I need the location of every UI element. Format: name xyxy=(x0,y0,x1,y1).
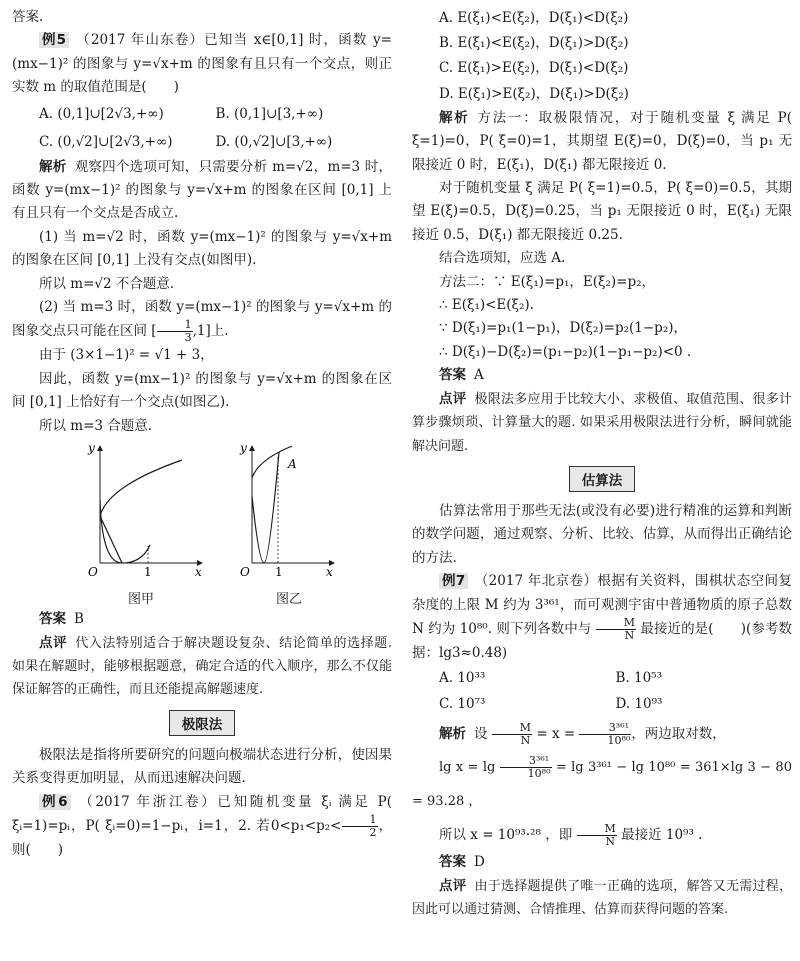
fraction-m-over-n xyxy=(577,823,617,848)
answer-line xyxy=(412,364,792,387)
solution-label: 解析 xyxy=(39,158,67,175)
option-d: D. (0,√2]∪[3,+∞) xyxy=(215,133,333,150)
fig2-origin-label: O xyxy=(240,565,250,580)
solution-text-4a: (2) 当 m=3 时，函数 y=(mx−1)² 的图象与 y=√x+m 的图象交点只可能在区间 xyxy=(12,299,392,340)
solution2-para-1 xyxy=(412,717,792,751)
answer-label: 答案 xyxy=(439,854,466,871)
example-6-stem xyxy=(12,791,392,863)
sqrt-curve xyxy=(100,460,182,516)
answer-value: A xyxy=(474,367,484,384)
solution-para-2: 对于随机变量 ξ 满足 P( ξ=1)=0.5，P( ξ=0)=0.5，其期望 E(ξ)=0.5，D(ξ)=0.25，当 p₁ 无限接近 0 时，E(ξ₁) 无限接近 0.5，D(ξ₁) 都无限接近 0.25. xyxy=(412,180,792,243)
example-7-tail: 最接近的是( )(参考数据：lg3≈0.48) xyxy=(412,620,793,661)
fig1-x-label: x xyxy=(195,565,202,580)
fig2-point-a: A xyxy=(288,457,297,472)
comment-label: 点评 xyxy=(39,634,68,651)
example-7-text: （2017 年北京卷）根据有关资料，围棋状态空间复杂度的上限 M 约为 3³⁶¹，而可观测宇宙中普通物质的原子总数 N 约为 10⁸⁰. 则下列各数中与 xyxy=(412,573,792,637)
option-c: C. E(ξ₁)>E(ξ₂)，D(ξ₁)<D(ξ₂) xyxy=(439,60,629,77)
solution2-text-g: 最接近 10⁹³ . xyxy=(621,827,703,844)
answer-value: D xyxy=(474,854,485,871)
example-7-options xyxy=(412,665,792,717)
solution-para-3: 所以 m=√2 不合题意. xyxy=(39,275,175,292)
right-column xyxy=(412,6,792,922)
example-5-stem xyxy=(12,29,392,99)
solution-para-5: ∴ E(ξ₁)<E(ξ₂). xyxy=(439,297,534,314)
option-c: C. 10⁷³ xyxy=(439,696,486,713)
fraction-numerator: 3³⁶¹ xyxy=(579,722,631,735)
answer-line xyxy=(12,608,392,631)
option-a: A. (0,1]∪[2√3,+∞) xyxy=(39,105,164,122)
example-7-stem xyxy=(412,570,792,665)
section-heading-estimate xyxy=(412,466,792,492)
left-column xyxy=(12,6,392,862)
solution-label: 解析 xyxy=(439,726,466,743)
fraction-power xyxy=(500,755,552,780)
comment-para xyxy=(412,388,792,458)
solution2-text-f: 所以 x = 10⁹³·²⁸ ，即 xyxy=(439,827,573,844)
fig2-x-label: x xyxy=(326,565,333,580)
solution-para-3: 结合选项知，应选 A. xyxy=(439,250,566,267)
comment-text: 由于选择题提供了唯一正确的选项，解答又无需过程，因此可以通过猜测、合情推理、估算而获得问题的答案. xyxy=(412,878,792,918)
solution-para-1 xyxy=(412,107,792,177)
figure-jia xyxy=(82,438,212,588)
figures xyxy=(12,438,392,608)
comment-para xyxy=(12,632,392,702)
solution-para-5: 由于 (3×1−1)² = √1 + 3， xyxy=(39,347,214,364)
solution-para-7: 所以 m=3 合题意. xyxy=(39,417,153,434)
solution-para-7: ∴ D(ξ₁)−D(ξ₂)=(p₁−p₂)(1−p₁−p₂)<0 . xyxy=(439,343,692,360)
option-b: B. (0,1]∪[3,+∞) xyxy=(215,105,324,122)
solution2-text-e: = lg 3³⁶¹ − lg 10⁸⁰ = 361×lg 3 − 80 = 93.28 ， xyxy=(412,760,792,810)
answer-value: B xyxy=(74,611,84,628)
fraction-denominator: N xyxy=(624,628,635,642)
section-heading-text: 极限法 xyxy=(169,710,236,736)
section-heading-text: 估算法 xyxy=(569,466,636,492)
fig1-y-label: y xyxy=(88,441,95,456)
example-6-tag: 例6 xyxy=(39,794,71,810)
fig1-origin-label: O xyxy=(88,565,98,580)
example-6-tail: ，则( ) xyxy=(12,817,392,858)
example-6-text: （2017 年浙江卷）已知随机变量 ξᵢ 满足 P( ξᵢ=1)=pᵢ，P( ξᵢ=0)=1−pᵢ，i=1，2. 若0<p₁<p₂< xyxy=(12,793,392,834)
fraction-denominator: N xyxy=(605,835,615,849)
example-5-tag: 例5 xyxy=(39,32,69,48)
figure-yi xyxy=(234,438,344,588)
comment-text: 代入法特别适合于解决题设复杂、结论简单的选择题. 如果在解题时，能够根据题意，确定合适的代入顺序，那么不仅能保证解答的正确性，而且还能提高解题速度. xyxy=(12,635,393,698)
comment2-para xyxy=(412,875,792,922)
section-heading-limit xyxy=(12,710,392,736)
solution-text-1: 观察四个选项可知，只需要分析 m=√2，m=3 时，函数 y=(mx−1)² 的图象与 y=√x+m 的图象在区间 [0,1] 上有且只有一个交点是否成立. xyxy=(12,158,392,222)
fraction-numerator: 3³⁶¹ xyxy=(500,755,552,768)
option-b: B. 10⁵³ xyxy=(615,670,663,687)
solution2-text-c: ，两边取对数， xyxy=(631,726,726,743)
example-7-tag: 例7 xyxy=(439,573,468,589)
fraction-denominator: 10⁸⁰ xyxy=(527,767,551,781)
limit-intro: 极限法是指将所要研究的问题向极端状态进行分析，使因果关系变得更加明显，从而迅速解决问题. xyxy=(12,746,392,787)
solution2-para-3 xyxy=(412,819,792,851)
option-a: A. 10³³ xyxy=(439,670,486,687)
fig2-y-label: y xyxy=(240,441,247,456)
solution-text-4b: 上. xyxy=(210,323,229,340)
fraction-numerator: M xyxy=(492,722,532,735)
estimate-intro: 估算法常用于那些无法(或没有必要)进行精准的运算和判断的数学问题，通过观察、分析、比较、估算，从而得出正确结论的方法. xyxy=(412,502,792,566)
fraction-denominator: 10⁸⁰ xyxy=(607,734,631,748)
comment-label: 点评 xyxy=(439,390,467,407)
fraction-power xyxy=(579,722,631,747)
fraction-one-third xyxy=(157,319,193,344)
solution-para-6: ∵ D(ξ₁)=p₁(1−p₁)，D(ξ₂)=p₂(1−p₂)， xyxy=(439,320,687,337)
sqrt-curve xyxy=(252,446,292,478)
fraction-numerator: 1 xyxy=(157,319,193,332)
fig2-one-label: 1 xyxy=(275,565,283,580)
fraction-denominator: 2 xyxy=(369,825,377,839)
answer-label: 答案 xyxy=(39,611,66,628)
example-5-text: （2017 年山东卷）已知当 x∈[0,1] 时，函数 y=(mx−1)² 的图象与 y=√x+m 的图象有且只有一个交点，则正实数 m 的取值范围是( ) xyxy=(12,32,392,96)
solution-para-1 xyxy=(12,156,392,226)
solution-para-2: (1) 当 m=√2 时，函数 y=(mx−1)² 的图象与 y=√x+m 的图象在区间 [0,1] 上没有交点(如图甲). xyxy=(12,228,392,269)
solution-text-1: 方法一：取极限情况，对于随机变量 ξ 满足 P( ξ=1)=0，P( ξ=0)=1，其期望 E(ξ)=0，D(ξ)=0，当 p₁ 无限接近 0 时，E(ξ₁)，D(ξ₁) 都无限接近 0. xyxy=(412,109,792,173)
solution2-text-a: 设 xyxy=(474,726,488,743)
answer2-line xyxy=(412,851,792,874)
example-6-options xyxy=(412,6,792,107)
fraction-m-over-n xyxy=(596,617,636,642)
fraction-m-over-n xyxy=(492,722,532,747)
option-a: A. E(ξ₁)<E(ξ₂)，D(ξ₁)<D(ξ₂) xyxy=(439,10,629,26)
fraction-numerator: M xyxy=(577,823,617,836)
solution2-text-b: = x = xyxy=(536,726,576,743)
example-5-options xyxy=(12,100,392,156)
solution-para-6: 因此，函数 y=(mx−1)² 的图象与 y=√x+m 的图象在区间 [0,1] 上恰好有一个交点(如图乙). xyxy=(12,370,392,411)
option-d: D. 10⁹³ xyxy=(615,696,663,713)
option-c: C. (0,√2]∪[2√3,+∞) xyxy=(39,133,173,150)
option-d: D. E(ξ₁)>E(ξ₂)，D(ξ₁)>D(ξ₂) xyxy=(439,85,629,102)
solution2-para-2 xyxy=(412,751,792,819)
solution-para-4: (2) 当 m=3 时，函数 y=(mx−1)² 的图象与 y=√x+m 的图象交点只可能在区间 [ $\frac{1}{3}$ ,1]上. xyxy=(12,299,392,345)
fraction-numerator: 1 xyxy=(342,814,378,827)
figure-yi-caption: 图乙 xyxy=(276,592,303,608)
solution-label: 解析 xyxy=(439,109,470,126)
fraction-denominator: N xyxy=(520,734,531,748)
comment-text: 极限法多应用于比较大小、求极值、取值范围、很多计算步骤烦琐、计算量大的题. 如果采用极限法进行分析，瞬间就能解决问题. xyxy=(412,391,792,454)
figure-jia-caption: 图甲 xyxy=(128,592,155,608)
fig1-one-label: 1 xyxy=(144,565,152,580)
prev-answer-tail: 答案. xyxy=(12,9,44,25)
fraction-one-half xyxy=(342,814,378,839)
answer-label: 答案 xyxy=(439,367,466,384)
parabola-curve xyxy=(252,452,279,563)
comment-label: 点评 xyxy=(439,877,467,894)
fraction-denominator: 3 xyxy=(184,331,192,345)
option-b: B. E(ξ₁)<E(ξ₂)，D(ξ₁)>D(ξ₂) xyxy=(439,35,629,52)
solution2-text-d: lg x = lg xyxy=(439,760,496,776)
fraction-numerator: M xyxy=(596,617,636,630)
solution-para-4: 方法二：∵ E(ξ₁)=p₁，E(ξ₂)=p₂， xyxy=(439,273,655,290)
